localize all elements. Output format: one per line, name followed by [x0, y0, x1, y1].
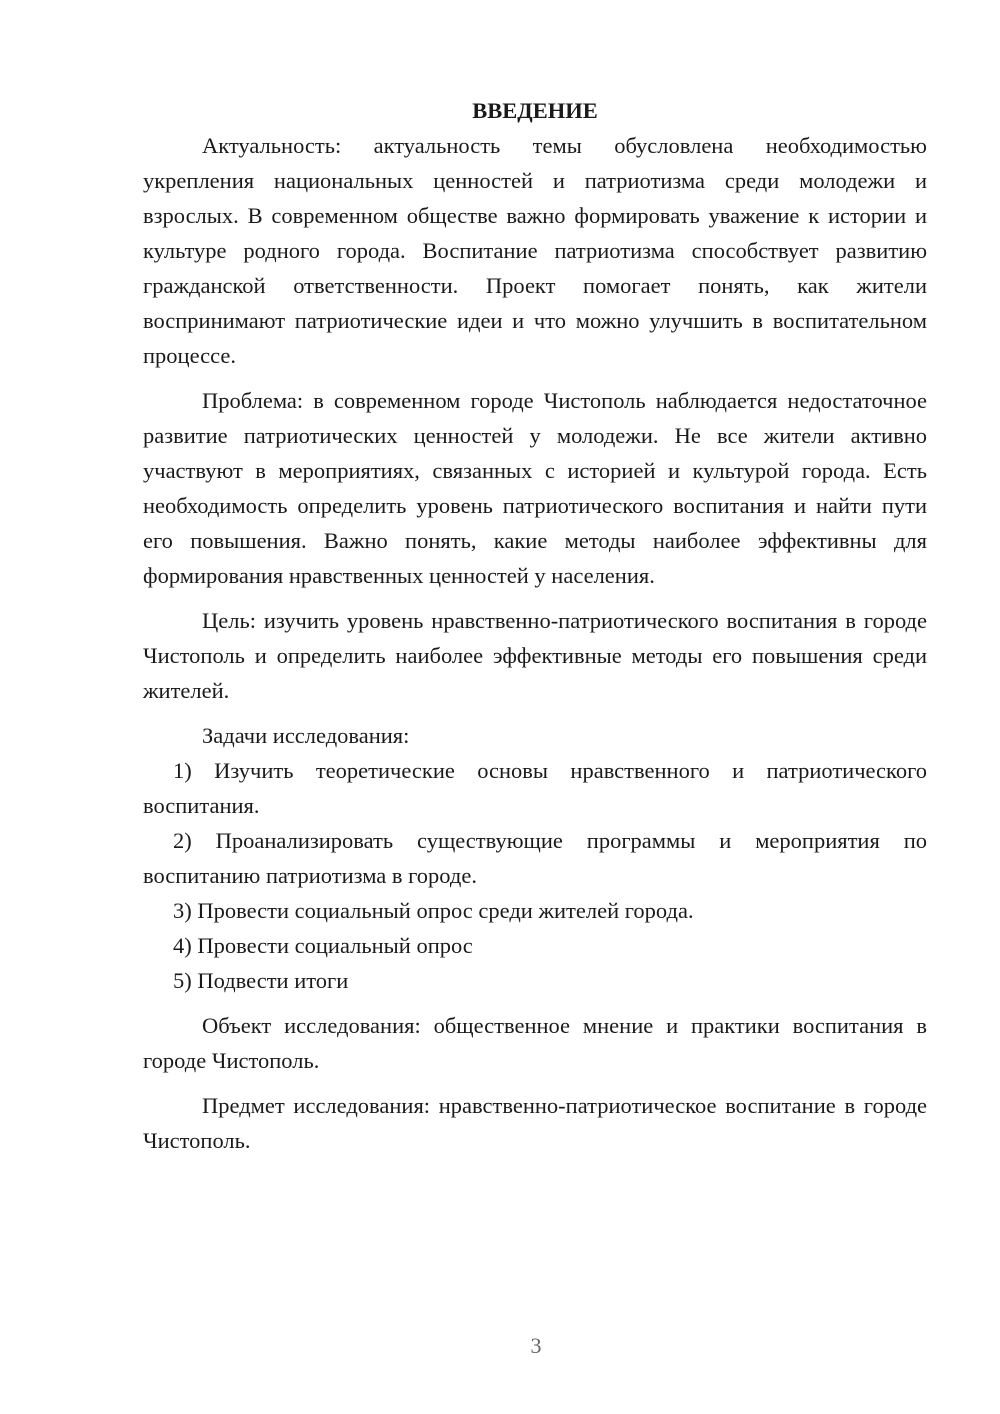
- page-number: 3: [530, 1333, 542, 1358]
- paragraph-object: Объект исследования: общественное мнение и практики воспитания в городе Чистополь.: [143, 1013, 927, 1073]
- task-item-1: 1) Изучить теоретические основы нравственного и патриотического воспитания.: [143, 758, 927, 818]
- task-item-2: 2) Проанализировать существующие программы и мероприятия по воспитанию патриотизма в городе.: [143, 828, 927, 888]
- tasks-title: Задачи исследования:: [202, 723, 410, 748]
- paragraph-problem: Проблема: в современном городе Чистополь наблюдается недостаточное развитие патриотических ценностей у молодежи. Не все жители активно участвуют в мероприятиях, связанных с историей и культурой города. Есть необходимость определить уровень патриотического воспитания и найти пути его повышения. Важно понять, какие методы наиболее эффективны для формирования нравственных ценностей у населения.: [143, 388, 927, 588]
- page-content: [143, 93, 927, 1158]
- task-item-5: 5) Подвести итоги: [173, 968, 349, 993]
- page-title: ВВЕДЕНИЕ: [472, 98, 598, 123]
- paragraph-relevance: Актуальность: актуальность темы обусловлена необходимостью укрепления национальных ценностей и патриотизма среди молодежи и взрослых. В современном обществе важно формировать уважение к истории и культуре родного города. Воспитание патриотизма способствует развитию гражданской ответственности. Проект помогает понять, как жители воспринимают патриотические идеи и что можно улучшить в воспитательном процессе.: [143, 133, 927, 368]
- task-item-4: 4) Провести социальный опрос: [173, 933, 473, 958]
- paragraph-goal: Цель: изучить уровень нравственно-патриотического воспитания в городе Чистополь и определить наиболее эффективные методы его повышения среди жителей.: [143, 608, 927, 703]
- task-item-3: 3) Провести социальный опрос среди жителей города.: [173, 898, 694, 923]
- paragraph-subject: Предмет исследования: нравственно-патриотическое воспитание в городе Чистополь.: [143, 1093, 927, 1153]
